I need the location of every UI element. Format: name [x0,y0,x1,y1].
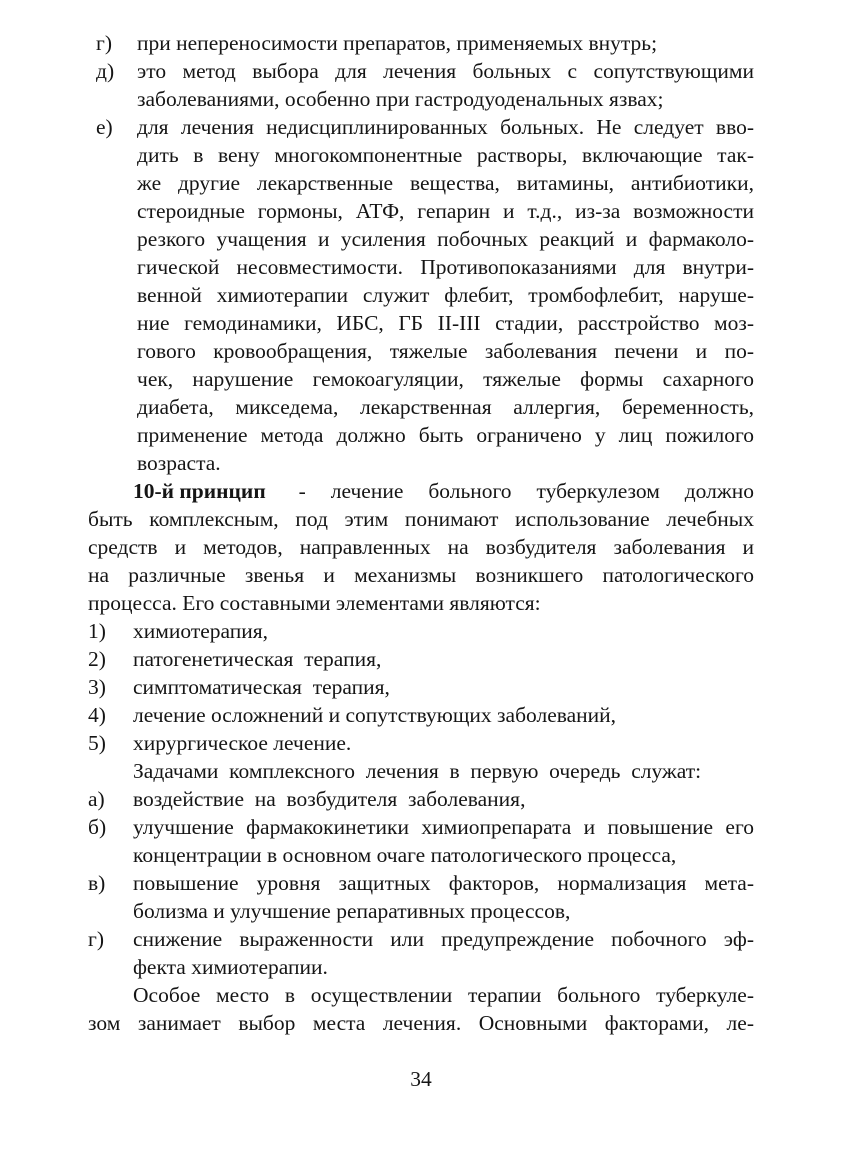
list-item-line: применение метода должно быть ограничено у лиц пожилого [137,423,754,447]
list-item-line: же другие лекарственные вещества, витамины, антибиотики, [137,171,754,195]
list-marker: в) [88,871,106,895]
list-item-line: повышение уровня защитных факторов, нормализация мета- [133,871,754,895]
list-marker: г) [88,927,104,951]
list-item-line: венной химиотерапии служит флебит, тромбофлебит, наруше- [137,283,754,307]
paragraph-line: на различные звенья и механизмы возникшего патологического [88,563,754,587]
page-number: 34 [410,1067,432,1091]
principle-first-line [133,477,754,505]
list-marker: а) [88,787,105,811]
list-item: лечение осложнений и сопутствующих заболеваний, [133,703,617,727]
list-item-line: стероидные гормоны, АТФ, гепарин и т.д., из-за возможности [137,199,754,223]
list-item-line: фекта химиотерапии. [133,955,328,979]
list-marker: д) [96,59,115,83]
list-item-line: резкого учащения и усиления побочных реакций и фармаколо- [137,227,754,251]
list-item: хирургическое лечение. [133,731,352,755]
list-marker: 5) [88,731,106,755]
list-item-line: это метод выбора для лечения больных с сопутствующими [137,59,754,83]
list-item-line: улучшение фармакокинетики химиопрепарата и повышение его [133,815,754,839]
list-item-line: диабета, микседема, лекарственная аллергия, беременность, [137,395,754,419]
list-marker: 2) [88,647,106,671]
list-marker: 1) [88,619,106,643]
list-item: патогенетическая терапия, [133,647,382,671]
list-item-line: чек, нарушение гемокоагуляции, тяжелые формы сахарного [137,367,754,391]
list-item-line: гической несовместимости. Противопоказаниями для внутри- [137,255,754,279]
paragraph-line: Задачами комплексного лечения в первую очередь служат: [133,759,702,783]
list-item-line: заболеваниями, особенно при гастродуоденальных язвах; [137,87,664,111]
list-item-line: для лечения недисциплинированных больных. Не следует вво- [137,115,754,139]
paragraph-line: зом занимает выбор места лечения. Основными факторами, ле- [88,1011,754,1035]
list-item: химиотерапия, [133,619,269,643]
list-item-line: при непереносимости препаратов, применяемых внутрь; [137,31,658,55]
list-item-line: дить в вену многокомпонентные растворы, включающие так- [137,143,754,167]
list-marker: б) [88,815,107,839]
list-item-line: снижение выраженности или предупреждение побочного эф- [133,927,754,951]
principle-heading: 10-й принцип [133,479,266,503]
paragraph-line: средств и методов, направленных на возбудителя заболевания и [88,535,754,559]
list-item-line: воздействие на возбудителя заболевания, [133,787,526,811]
paragraph-line: Особое место в осуществлении терапии больного туберкуле- [133,983,754,1007]
list-marker: е) [96,115,113,139]
paragraph-line: процесса. Его составными элементами являются: [88,591,541,615]
list-item: симптоматическая терапия, [133,675,390,699]
list-item-line: концентрации в основном очаге патологического процесса, [133,843,677,867]
list-marker: г) [96,31,112,55]
list-marker: 4) [88,703,106,727]
list-marker: 3) [88,675,106,699]
list-item-line: гового кровообращения, тяжелые заболевания печени и по- [137,339,754,363]
principle-text: - лечение больного туберкулезом должно [273,479,754,503]
list-item-line: возраста. [137,451,221,475]
list-item-line: ние гемодинамики, ИБС, ГБ II-III стадии, расстройство моз- [137,311,754,335]
paragraph-line: быть комплексным, под этим понимают использование лечебных [88,507,754,531]
list-item-line: болизма и улучшение репаративных процессов, [133,899,571,923]
